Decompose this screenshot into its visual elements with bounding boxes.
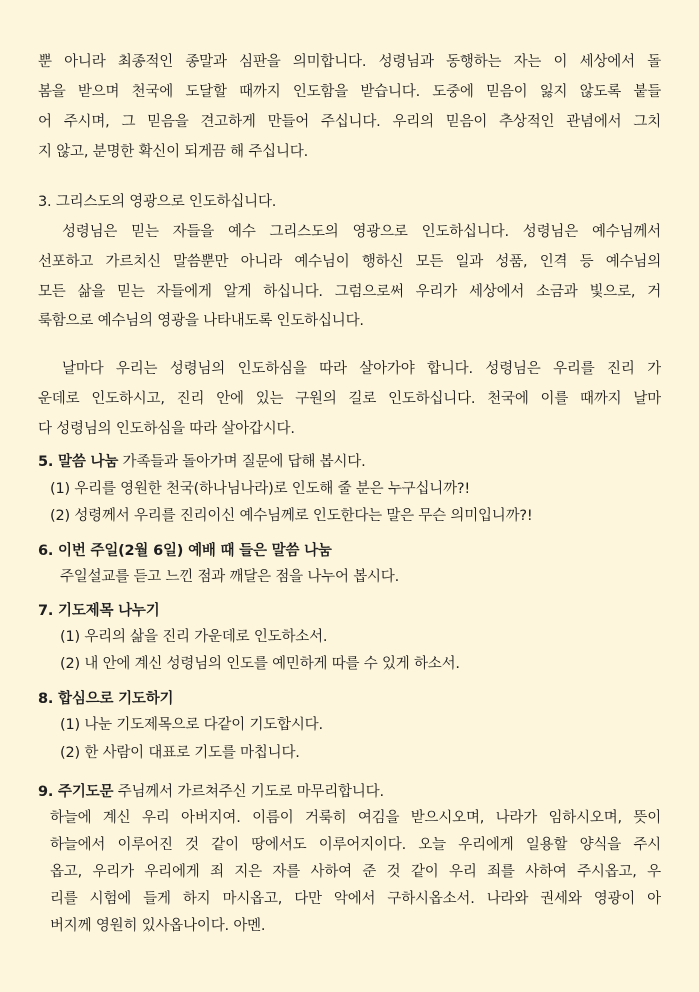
section7-title: 7. 기도제목 나누기 <box>38 603 160 619</box>
summary-line-1: 날마다 우리는 성령님의 인도하심을 따라 살아가야 합니다. 성령님은 우리를 진리 가 <box>62 361 661 377</box>
section3-line-2: 선포하고 가르치신 말씀뿐만 아니라 예수님이 행하신 모든 일과 성품, 인격 등 예수님의 <box>38 254 661 270</box>
summary-line-2: 운데로 인도하시고, 진리 안에 있는 구원의 길로 인도하십니다. 천국에 이를 때까지 날마 <box>38 391 661 407</box>
intro-line-1: 뿐 아니라 최종적인 종말과 심판을 의미합니다. 성령님과 동행하는 자는 이 세상에서 돌 <box>38 54 661 70</box>
section6-title: 6. 이번 주일(2월 6일) 예배 때 들은 말씀 나눔 <box>38 543 332 559</box>
section5-title: 5. 말씀 나눔 <box>38 454 119 470</box>
section9-title: 9. 주기도문 <box>38 784 114 800</box>
section3-line-4: 룩함으로 예수님의 영광을 나타내도록 인도하십니다. <box>38 313 364 329</box>
section9-subtitle: 주님께서 가르쳐주신 기도로 마무리합니다. <box>113 784 384 800</box>
section3-heading: 3. 그리스도의 영광으로 인도하십니다. <box>38 194 277 210</box>
section3-line-3: 모든 삶을 믿는 자들에게 알게 하십니다. 그럼으로써 우리가 세상에서 소금과 빛으로, 거 <box>38 284 661 300</box>
intro-line-3: 어 주시며, 그 믿음을 견고하게 만들어 주십니다. 우리의 믿음이 추상적인 관념에서 그치 <box>38 114 661 130</box>
section6-body: 주일설교를 듣고 느낀 점과 깨달은 점을 나누어 봅시다. <box>60 569 400 585</box>
lords-prayer-line-3: 옵고, 우리가 우리에게 죄 지은 자를 사하여 준 것 같이 우리 죄를 사하여 주시옵고, 우 <box>50 864 661 880</box>
section5-subtitle: 가족들과 돌아가며 질문에 답해 봅시다. <box>118 454 366 470</box>
lords-prayer-line-4: 리를 시험에 들게 하지 마시옵고, 다만 악에서 구하시옵소서. 나라와 권세와 영광이 아 <box>50 891 661 907</box>
lords-prayer-line-5: 버지께 영원히 있사옵나이다. 아멘. <box>50 918 266 934</box>
intro-line-4: 지 않고, 분명한 확신이 되게끔 해 주십니다. <box>38 144 308 160</box>
section8-item-1: (1) 나눈 기도제목으로 다같이 기도합시다. <box>60 717 323 733</box>
section8-title: 8. 합심으로 기도하기 <box>38 691 174 707</box>
section5-heading <box>38 447 661 477</box>
lords-prayer-line-1: 하늘에 계신 우리 아버지여. 이름이 거룩히 여김을 받으시오며, 나라가 임하시오며, 뜻이 <box>50 810 661 826</box>
section3-line-1: 성령님은 믿는 자들을 예수 그리스도의 영광으로 인도하십니다. 성령님은 예수님께서 <box>62 224 661 240</box>
section5-item-1: (1) 우리를 영원한 천국(하나님나라)로 인도해 줄 분은 누구십니까?! <box>50 481 470 497</box>
section7-item-1: (1) 우리의 삶을 진리 가운데로 인도하소서. <box>60 629 328 645</box>
section5-item-2: (2) 성령께서 우리를 진리이신 예수님께로 인도한다는 말은 무슨 의미입니까?! <box>50 508 533 524</box>
intro-line-2: 봄을 받으며 천국에 도달할 때까지 인도함을 받습니다. 도중에 믿음이 잃지 않도록 붙들 <box>38 84 661 100</box>
lords-prayer-line-2: 하늘에서 이루어진 것 같이 땅에서도 이루어지이다. 오늘 우리에게 일용할 양식을 주시 <box>50 837 661 853</box>
summary-line-3: 다 성령님의 인도하심을 따라 살아갑시다. <box>38 421 295 437</box>
section8-item-2: (2) 한 사람이 대표로 기도를 마칩니다. <box>60 745 300 761</box>
section7-item-2: (2) 내 안에 계신 성령님의 인도를 예민하게 따를 수 있게 하소서. <box>60 656 460 672</box>
